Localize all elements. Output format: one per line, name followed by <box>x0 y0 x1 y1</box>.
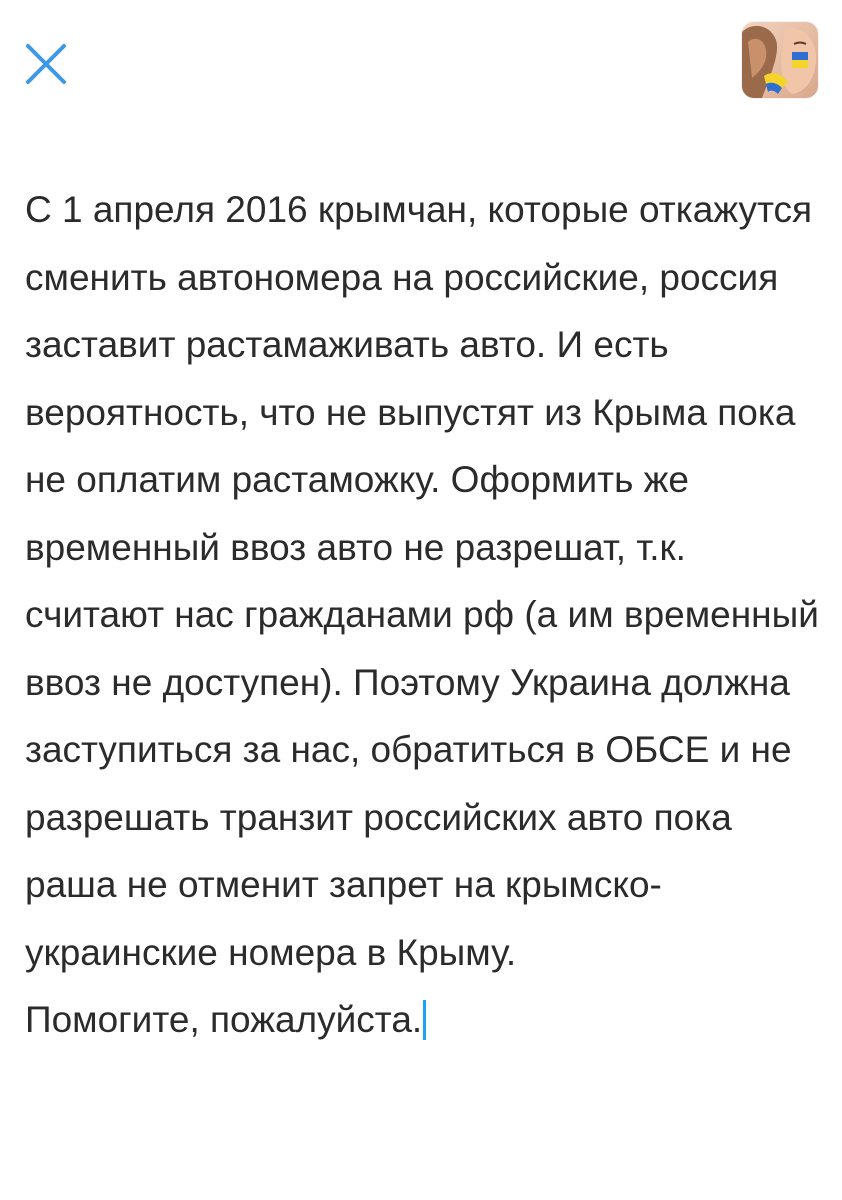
close-icon <box>24 42 68 86</box>
user-avatar[interactable] <box>742 22 818 98</box>
close-button[interactable] <box>18 36 74 92</box>
compose-header <box>0 0 842 140</box>
avatar-image <box>742 22 818 98</box>
tweet-compose-area[interactable] <box>25 176 825 1054</box>
text-cursor <box>423 1000 426 1040</box>
compose-text[interactable]: С 1 апреля 2016 крымчан, которые откажутся сменить автономера на российские, россия заставит растамаживать авто. И есть вероятность, что не выпустят из Крыма пока не оплатим растаможку. Оформить же временный ввоз авто не разрешат, т.к. считают нас гражданами рф (а им временный ввоз не доступен). Поэтому Украина должна заступиться за нас, обратиться в ОБСЕ и не разрешать транзит российских авто пока раша не отменит запрет на крымско-украинские номера в Крыму. Помогите, пожалуйста. <box>25 189 819 1040</box>
